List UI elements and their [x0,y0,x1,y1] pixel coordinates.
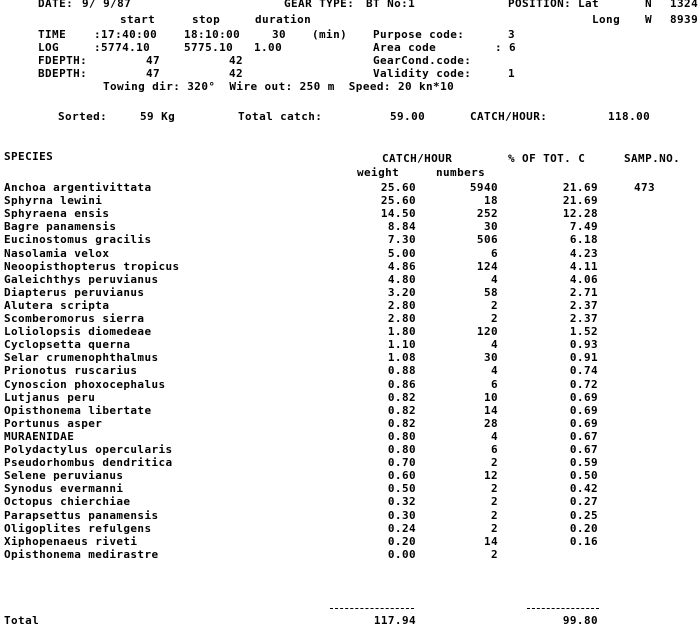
validity-code-value: 1 [508,67,516,80]
numbers-cell: 2 [490,312,498,325]
numbers-cell: 30 [483,351,498,365]
pct-cell: 0.59 [569,456,598,470]
species-name: Oligoplites refulgens [4,521,152,535]
species-name: Nasolamia velox [4,246,110,260]
weight-cell: 25.60 [380,181,416,194]
pct-total-rule [527,608,599,609]
pct-cell: 2.71 [569,285,598,299]
species-name: Alutera scripta [4,298,110,312]
pct-cell: 2.37 [569,312,598,325]
weight-cell: 14.50 [380,207,416,221]
pct-cell: 0.69 [569,403,598,417]
date-value: 9/ 9/87 [82,0,132,10]
pct-cell: 0.69 [569,416,598,430]
weight-cell: 0.20 [387,534,416,548]
weight-cell: 0.82 [387,390,416,404]
pct-cell: 0.67 [569,429,598,443]
pct-cell: 0.20 [569,521,598,535]
species-name: Sphyraena ensis [4,207,110,221]
weight-cell: 1.80 [387,325,416,339]
weight-cell: 8.84 [387,220,416,234]
weight-total-rule [330,608,414,609]
pct-cell: 0.69 [569,390,598,404]
numbers-cell: 4 [490,338,498,352]
numbers-cell: 14 [483,403,498,417]
numbers-cell: 18 [483,194,498,208]
species-name: Portunus asper [4,416,103,430]
species-name: Opisthonema libertate [4,403,152,417]
pct-cell: 0.27 [569,495,598,509]
numbers-cell: 120 [476,325,498,339]
numbers-cell: 10 [483,390,498,404]
pct-cell: 0.16 [569,534,598,548]
weight-cell: 0.80 [387,429,416,443]
weight-cell: 0.88 [387,364,416,378]
area-code-label: Area code [373,41,437,54]
purpose-code-label: Purpose code: [373,28,465,41]
catch-hour-header: CATCH/HOUR [382,152,453,165]
position-label: POSITION: [508,0,572,10]
purpose-code-value: 3 [508,28,516,41]
numbers-cell: 14 [483,534,498,548]
weight-cell: 1.10 [387,338,416,352]
gear-type-label: GEAR TYPE: [284,0,355,10]
log-start: :5774.10 [94,41,151,54]
lat-value: 1324 [670,0,699,10]
species-name: Pseudorhombus dendritica [4,456,173,470]
numbers-header: numbers [436,166,486,179]
numbers-cell: 4 [490,429,498,443]
log-duration: 1.00 [254,41,283,54]
pct-cell: 2.37 [569,298,598,312]
species-name: Scomberomorus sierra [4,312,145,325]
weight-cell: 2.80 [387,298,416,312]
total-catch-value: 59.00 [390,110,426,123]
numbers-cell: 30 [483,220,498,234]
log-stop: 5775.10 [184,41,234,54]
numbers-cell: 124 [476,259,498,273]
pct-cell: 0.50 [569,469,598,483]
pct-cell: 1.52 [569,325,598,339]
weight-cell: 0.32 [387,495,416,509]
weight-cell: 3.20 [387,285,416,299]
pct-cell: 12.28 [562,207,598,221]
lat-label: Lat [578,0,600,10]
weight-cell: 0.82 [387,403,416,417]
pct-cell: 21.69 [562,194,598,208]
pct-cell: 4.06 [569,272,598,286]
weight-cell: 4.80 [387,272,416,286]
pct-cell: 0.74 [569,364,598,378]
lat-hemisphere: N [645,0,653,10]
total-pct: 99.80 [562,614,598,627]
species-name: Diapterus peruvianus [4,285,145,299]
pct-cell: 0.72 [569,377,598,391]
fdepth-label: FDEPTH: [38,54,88,67]
validity-code-label: Validity code: [373,67,472,80]
pct-cell: 0.25 [569,508,598,522]
pct-cell: 0.93 [569,338,598,352]
bdepth-start: 47 [146,67,161,80]
col-start-label: start [120,13,156,26]
long-label: Long [592,13,621,26]
species-name: Sphyrna lewini [4,194,103,208]
col-duration-label: duration [255,13,312,26]
weight-cell: 0.50 [387,482,416,496]
weight-cell: 0.82 [387,416,416,430]
weight-cell: 0.00 [387,547,416,561]
species-name: MURAENIDAE [4,429,75,443]
species-name: Eucinostomus gracilis [4,233,152,247]
species-name: Cynoscion phoxocephalus [4,377,166,391]
species-header: SPECIES [4,150,54,163]
catch-hour-value: 118.00 [608,110,651,123]
species-name: Synodus evermanni [4,482,124,496]
pct-cell: 7.49 [569,220,598,234]
species-name: Anchoa argentivittata [4,181,152,194]
numbers-cell: 4 [490,272,498,286]
pct-cell: 6.18 [569,233,598,247]
total-label: Total [4,614,40,627]
numbers-cell: 28 [483,416,498,430]
numbers-cell: 252 [476,207,498,221]
col-stop-label: stop [192,13,221,26]
species-name: Prionotus ruscarius [4,364,138,378]
bdepth-stop: 42 [229,67,244,80]
weight-header: weight [357,166,400,179]
pct-cell: 4.11 [569,259,598,273]
date-label: DATE: [38,0,74,10]
weight-cell: 0.80 [387,443,416,456]
gear-type-value: BT No:1 [366,0,416,10]
species-name: Selene peruvianus [4,469,124,483]
species-name: Neoopisthopterus tropicus [4,259,180,273]
species-name: Cyclopsetta querna [4,338,131,352]
long-value: 8939 [670,13,699,26]
numbers-cell: 2 [490,508,498,522]
species-name: Opisthonema medirastre [4,547,159,561]
samp-cell: 473 [634,181,656,194]
weight-cell: 0.60 [387,469,416,483]
samp-header: SAMP.NO. [624,152,681,165]
numbers-cell: 6 [490,377,498,391]
pct-cell: 0.91 [569,351,598,365]
numbers-cell: 2 [490,521,498,535]
numbers-cell: 58 [483,285,498,299]
total-weight: 117.94 [373,614,416,627]
bdepth-label: BDEPTH: [38,67,88,80]
time-stop: 18:10:00 [184,28,241,41]
gearcond-code-label: GearCond.code: [373,54,472,67]
total-catch-label: Total catch: [238,110,323,123]
pct-cell: 21.69 [562,181,598,194]
pct-header: % OF TOT. C [508,152,586,165]
pct-cell: 0.67 [569,443,598,456]
species-name: Parapsettus panamensis [4,508,159,522]
numbers-cell: 6 [490,443,498,456]
species-name: Selar crumenophthalmus [4,351,159,365]
catch-hour-label: CATCH/HOUR: [470,110,548,123]
weight-cell: 25.60 [380,194,416,208]
weight-cell: 5.00 [387,246,416,260]
numbers-cell: 2 [490,482,498,496]
numbers-cell: 506 [476,233,498,247]
numbers-cell: 4 [490,364,498,378]
weight-cell: 0.86 [387,377,416,391]
species-name: Octopus chierchiae [4,495,131,509]
weight-cell: 0.70 [387,456,416,470]
fdepth-stop: 42 [229,54,244,67]
long-hemisphere: W [645,13,653,26]
sorted-label: Sorted: [58,110,108,123]
towing-line: Towing dir: 320° Wire out: 250 m Speed: 20 kn*10 [103,80,455,93]
weight-cell: 4.86 [387,259,416,273]
species-name: Xiphopenaeus riveti [4,534,138,548]
species-name: Loliolopsis diomedeae [4,325,152,339]
numbers-cell: 2 [490,495,498,509]
species-name: Polydactylus opercularis [4,443,173,456]
species-name: Lutjanus peru [4,390,96,404]
sorted-value: 59 Kg [140,110,176,123]
weight-cell: 0.30 [387,508,416,522]
weight-cell: 1.08 [387,351,416,365]
weight-cell: 2.80 [387,312,416,325]
pct-cell: 4.23 [569,246,598,260]
fdepth-start: 47 [146,54,161,67]
weight-cell: 7.30 [387,233,416,247]
time-unit: (min) [312,28,348,41]
numbers-cell: 2 [490,456,498,470]
numbers-cell: 5940 [469,181,498,194]
numbers-cell: 6 [490,246,498,260]
species-name: Galeichthys peruvianus [4,272,159,286]
pct-cell: 0.42 [569,482,598,496]
numbers-cell: 2 [490,298,498,312]
time-label: TIME [38,28,67,41]
numbers-cell: 2 [490,547,498,561]
area-code-value: : 6 [495,41,517,54]
time-duration: 30 [272,28,287,41]
species-name: Bagre panamensis [4,220,117,234]
numbers-cell: 12 [483,469,498,483]
log-label: LOG [38,41,60,54]
weight-cell: 0.24 [387,521,416,535]
time-start: :17:40:00 [94,28,158,41]
